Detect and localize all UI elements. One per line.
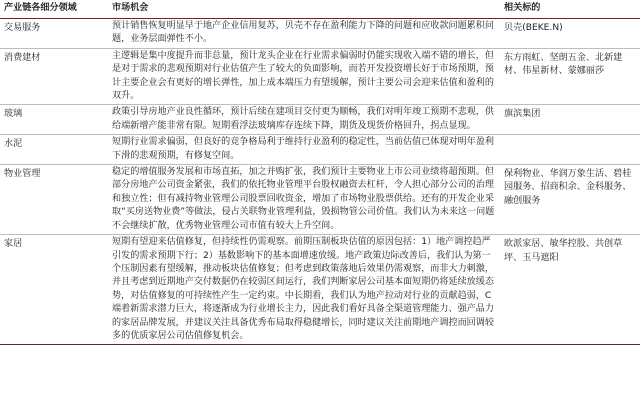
targets-cell: 保利物业、华润万象生活、碧桂园服务、招商积余、金科服务、融创服务	[500, 165, 640, 235]
opportunity-cell: 短期有望迎来估值修复，但持续性仍需观察。前期压制板块估值的原因包括：1）地产调控趋严引发的需求预期下行；2）基数影响下的基本面增速放缓。地产政策边际改善后，我们认为第一个压制因素有望缓解，推动板块估值修复；但考虑到政策落地后效果仍需观察，而非大力刺激，并且考虑到近期地产交付数据仍在较弱区间运行，我们判断家居公司基本面短期仍将延续放缓态势，对估值修复的可持续性产生一定约束。中长期看，我们认为地产拉动对行业的贡献趋弱，C 端着新需求潜力巨大，将逐渐成为行业增长主力，因此我们看好具备全渠道管理能力、强产品力的家居品牌发展，并建议关注具备优秀布局取得稳健增长，同时建议关注前期地产调控而回调较多的优质家居公司估值修复机会。	[108, 235, 500, 345]
targets-cell: 欧派家居、敏华控股、共创草坪、玉马遮阳	[500, 235, 640, 345]
opportunity-cell: 政策引导房地产业良性循环，预计后续在建项目交付更为顺畅，我们对明年竣工预期不悲观，供给端新增产能非常有限。短期看浮法玻璃库存连续下降，期货及现货价格回升，拐点显现。	[108, 105, 500, 135]
segment-cell: 家居	[0, 235, 108, 345]
opportunity-cell: 稳定的增值服务发展和市场直拓，加之并购扩张，我们预计主要物业上市公司业绩将超预期。但部分房地产公司资金紧张，我们的依托物业管理平台股权融资去杠杆，令人担心部分公司的治理和独立性；但有减持物业管理公司股票回收资金，增加了市场物业股票供给。还有的开发企业采取“买房送物业费”等做法，侵占关联物业管理利益，毁损物管公司价值。我们认为未来这一问题不会继续扩散，优秀物业管理公司市值有较大上升空间。	[108, 165, 500, 235]
header-row	[0, 0, 640, 19]
opportunity-cell: 主逻辑是集中度提升而非总量，预计龙头企业在行业需求偏弱时仍能实现收入端不错的增长，但是对于需求的悲观预期对行业估值产生了较大的负面影响，而若开发投资增长好于市场预期，预计主要企业会有更好的增长弹性，加上成本端压力有望缓解，预计主要公司会迎来估值和盈利的双升。	[108, 48, 500, 105]
targets-cell: 东方雨虹、坚朗五金、北新建材、伟星新材、蒙娜丽莎	[500, 48, 640, 105]
table-row	[0, 19, 640, 49]
opportunity-cell: 短期行业需求偏弱，但良好的竞争格局利于维持行业盈利的稳定性，当前估值已体现对明年盈利下滑的悲观预期，有修复空间。	[108, 135, 500, 165]
table-row	[0, 165, 640, 235]
table-row	[0, 135, 640, 165]
table-row	[0, 105, 640, 135]
segment-cell: 交易服务	[0, 19, 108, 49]
segment-cell: 物业管理	[0, 165, 108, 235]
segment-cell: 消费建材	[0, 48, 108, 105]
table-row	[0, 235, 640, 345]
targets-cell: 旗滨集团	[500, 105, 640, 135]
targets-cell	[500, 135, 640, 165]
column-header-opportunity: 市场机会	[108, 0, 500, 19]
opportunity-cell: 预计销售恢复明显早于地产企业信用复苏，贝壳不存在盈利能力下降的问题和应收款问题累积问题，业务层面弹性不小。	[108, 19, 500, 49]
targets-cell: 贝壳(BEKE.N)	[500, 19, 640, 49]
column-header-segment: 产业链各细分领域	[0, 0, 108, 19]
table-row	[0, 48, 640, 105]
column-header-targets: 相关标的	[500, 0, 640, 19]
segment-cell: 水泥	[0, 135, 108, 165]
segment-cell: 玻璃	[0, 105, 108, 135]
